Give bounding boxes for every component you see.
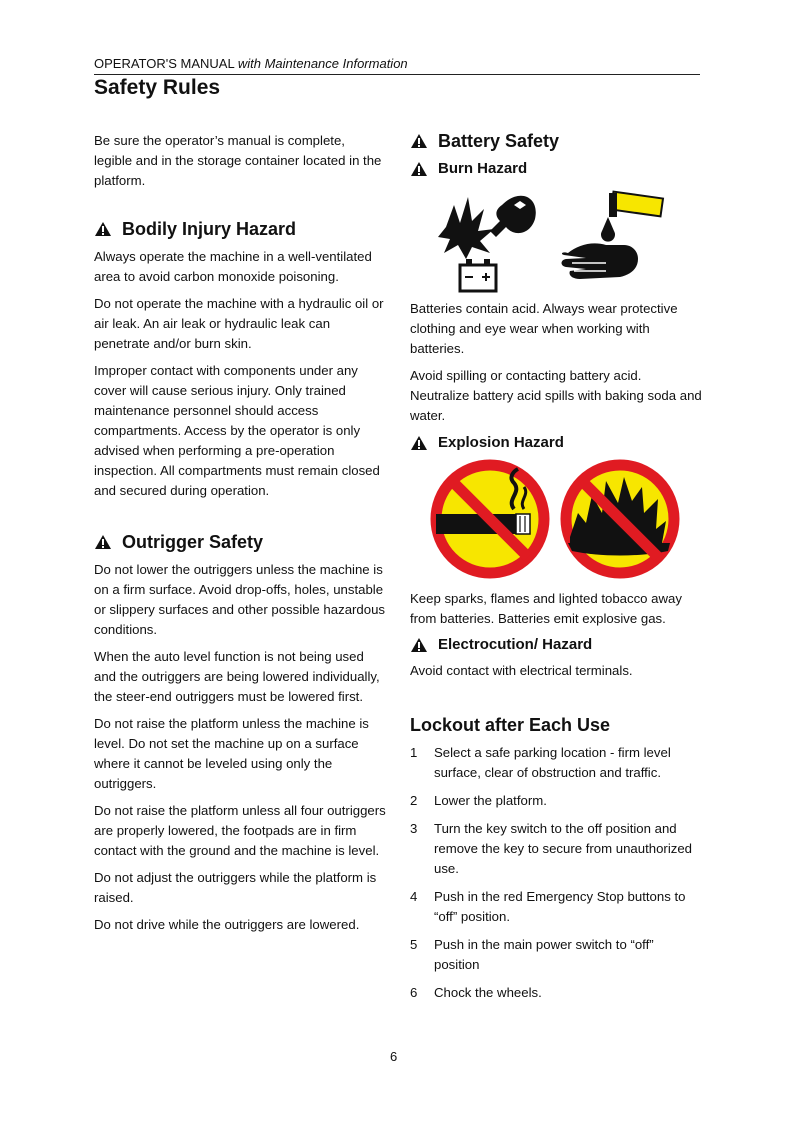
battery-safety-title: Battery Safety: [438, 131, 560, 151]
outrigger-heading: [94, 532, 386, 552]
no-smoking-icon: [436, 465, 544, 573]
lockout-heading: Lockout after Each Use: [410, 715, 611, 735]
no-flames-icon: [566, 465, 674, 573]
left-column: [94, 131, 386, 942]
list-item: [410, 935, 702, 975]
explosion-hazard-heading: [410, 433, 702, 453]
electrocution-hazard-title: Electrocution/ Hazard: [438, 636, 593, 653]
outrigger-para: When the auto level function is not being used and the outriggers are being lowered individually, the steer-end outriggers must be lowered first.: [94, 649, 380, 704]
bodily-para: Always operate the machine in a well-ventilated area to avoid carbon monoxide poisoning.: [94, 249, 372, 284]
warning-icon: [410, 637, 428, 653]
intro-text: Be sure the operator’s manual is complete, legible and in the storage container located in the platform.: [94, 133, 382, 188]
manual-label: OPERATOR'S MANUAL: [94, 56, 235, 71]
electrocution-text: Avoid contact with electrical terminals.: [410, 663, 633, 678]
warning-icon: [410, 161, 428, 177]
running-header: [94, 56, 408, 71]
list-item: [410, 791, 702, 811]
header-rule: [94, 74, 700, 75]
list-item: [410, 819, 702, 879]
explosion-hazard-title: Explosion Hazard: [438, 434, 564, 451]
step-number: 6: [410, 985, 418, 1000]
burn-para: Avoid spilling or contacting battery acid. Neutralize battery acid spills with baking soda and water.: [410, 368, 702, 423]
page-number: 6: [390, 1049, 398, 1064]
list-item: [410, 743, 702, 783]
explosion-text: Keep sparks, flames and lighted tobacco away from batteries. Batteries emit explosive gas.: [410, 591, 682, 626]
outrigger-para: Do not raise the platform unless all four outriggers are properly lowered, the footpads are in firm contact with the ground and the machine is level.: [94, 803, 386, 858]
bodily-injury-heading: [94, 219, 386, 239]
step-text: Push in the main power switch to “off” position: [434, 937, 654, 972]
step-number: 4: [410, 889, 418, 904]
outrigger-para: Do not lower the outriggers unless the machine is on a firm surface. Avoid drop-offs, holes, unstable or slippery surfaces and other possible hazardous conditions.: [94, 562, 386, 637]
page-title: Safety Rules: [94, 76, 221, 99]
lockout-steps: [410, 743, 702, 1003]
bodily-para: Improper contact with components under any cover will cause serious injury. Only trained maintenance personnel should access compartments. Access by the operator is only advised when performing a pre-operation inspection. All compartments must remain closed and secured during operation.: [94, 363, 380, 498]
list-item: [410, 887, 702, 927]
outrigger-para: Do not raise the platform unless the machine is level. Do not set the machine up on a surface where it cannot be leveled using only the outriggers.: [94, 716, 369, 791]
burn-para: Batteries contain acid. Always wear protective clothing and eye wear when working with batteries.: [410, 301, 678, 356]
warning-icon: [410, 133, 428, 149]
right-column: [410, 131, 702, 1011]
burn-hazard-heading: [410, 159, 702, 179]
electrocution-hazard-heading: [410, 635, 702, 655]
battery-safety-heading: [410, 131, 702, 151]
step-number: 1: [410, 745, 418, 760]
step-number: 5: [410, 937, 418, 952]
step-text: Push in the red Emergency Stop buttons to “off” position.: [434, 889, 686, 924]
burn-hazard-title: Burn Hazard: [438, 160, 528, 177]
warning-icon: [410, 435, 428, 451]
explosion-signs: [410, 459, 702, 579]
outrigger-para: Do not adjust the outriggers while the platform is raised.: [94, 870, 377, 905]
battery-acid-burn-icon: [410, 187, 702, 297]
step-text: Turn the key switch to the off position and remove the key to secure from unauthorized use.: [434, 821, 693, 876]
step-text: Chock the wheels.: [434, 985, 542, 1000]
list-item: [410, 983, 702, 1003]
warning-icon: [94, 534, 112, 550]
bodily-para: Do not operate the machine with a hydraulic oil or air leak. An air leak or hydraulic leak can penetrate and/or burn skin.: [94, 296, 384, 351]
bodily-injury-title: Bodily Injury Hazard: [122, 219, 297, 239]
step-number: 2: [410, 793, 418, 808]
step-number: 3: [410, 821, 418, 836]
outrigger-title: Outrigger Safety: [122, 532, 264, 552]
step-text: Select a safe parking location - firm level surface, clear of obstruction and traffic.: [434, 745, 671, 780]
warning-icon: [94, 221, 112, 237]
step-text: Lower the platform.: [434, 793, 547, 808]
outrigger-para: Do not drive while the outriggers are lowered.: [94, 917, 360, 932]
manual-subtitle: with Maintenance Information: [237, 56, 408, 71]
